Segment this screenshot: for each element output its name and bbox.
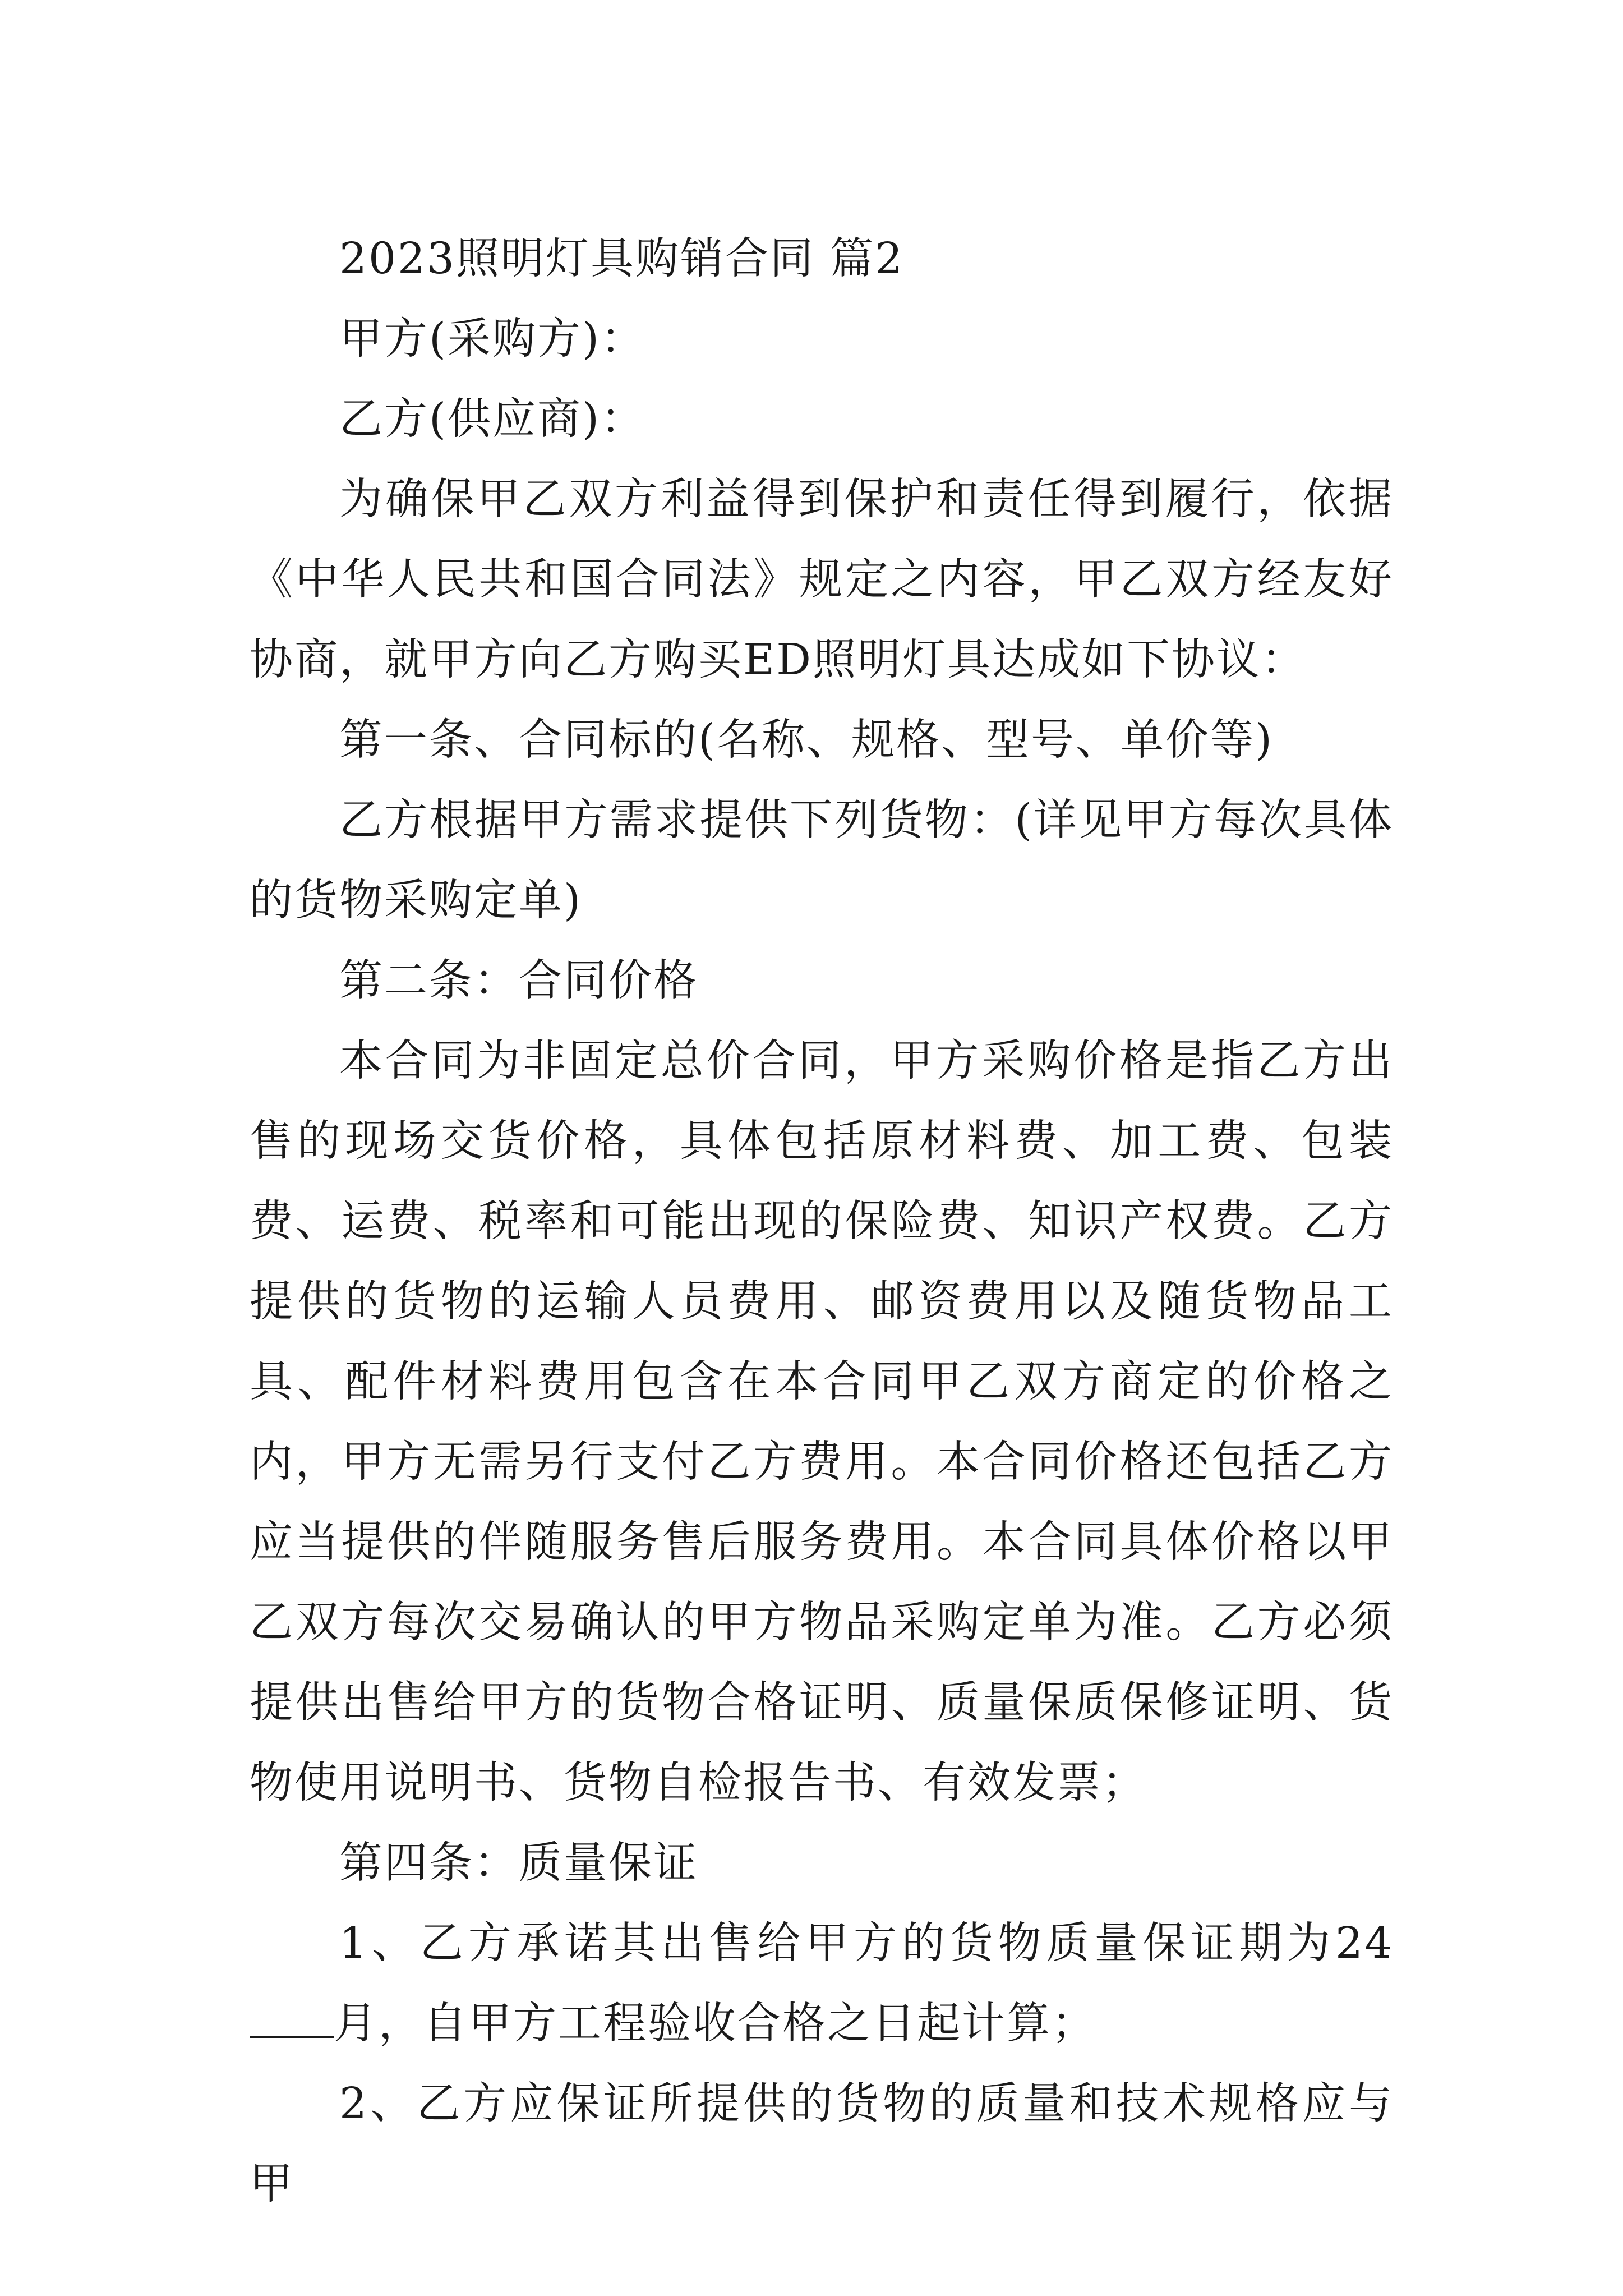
article4-item1-tail: 月，自甲方工程验收合格之日起计算； [334,1999,1096,2049]
article1-paragraph: 乙方根据甲方需求提供下列货物：(详见甲方每次具体的货物采购定单) [250,795,1394,926]
article2-heading: 第二条：合同价格 [339,956,698,1006]
preamble-paragraph: 为确保甲乙双方利益得到保护和责任得到履行，依据《中华人民共和国合同法》规定之内容，甲乙双方经友好协商，就甲方向乙方购买ED照明灯具达成如下协议： [250,475,1394,685]
contract-title: 2023照明灯具购销合同 篇2 [339,234,905,284]
article4-item1-text: 1、乙方承诺其出售给甲方的货物质量保证期为24 [339,1918,1394,1968]
article4-heading: 第四条：质量保证 [339,1838,698,1888]
article4-item2: 2、乙方应保证所提供的货物的质量和技术规格应与甲 [250,2079,1394,2209]
party-a-line: 甲方(采购方)： [339,314,646,364]
article4-item1 [250,1903,1394,2064]
article1-heading: 第一条、合同标的(名称、规格、型号、单价等) [339,715,1274,765]
article2-paragraph: 本合同为非固定总价合同，甲方采购价格是指乙方出售的现场交货价格，具体包括原材料费、加工费、包装费、运费、税率和可能出现的保险费、知识产权费。乙方提供的货物的运输人员费用、邮资费用以及随货物品工具、配件材料费用包含在本合同甲乙双方商定的价格之内，甲方无需另行支付乙方费用。本合同价格还包括乙方应当提供的伴随服务售后服务费用。本合同具体价格以甲乙双方每次交易确认的甲方物品采购定单为准。乙方必须提供出售给甲方的货物合格证明、质量保质保修证明、货物使用说明书、货物自检报告书、有效发票； [250,1036,1394,1808]
party-b-line: 乙方(供应商)： [339,394,646,444]
fill-in-blank [250,1997,334,2038]
contract-body [250,219,1394,2224]
